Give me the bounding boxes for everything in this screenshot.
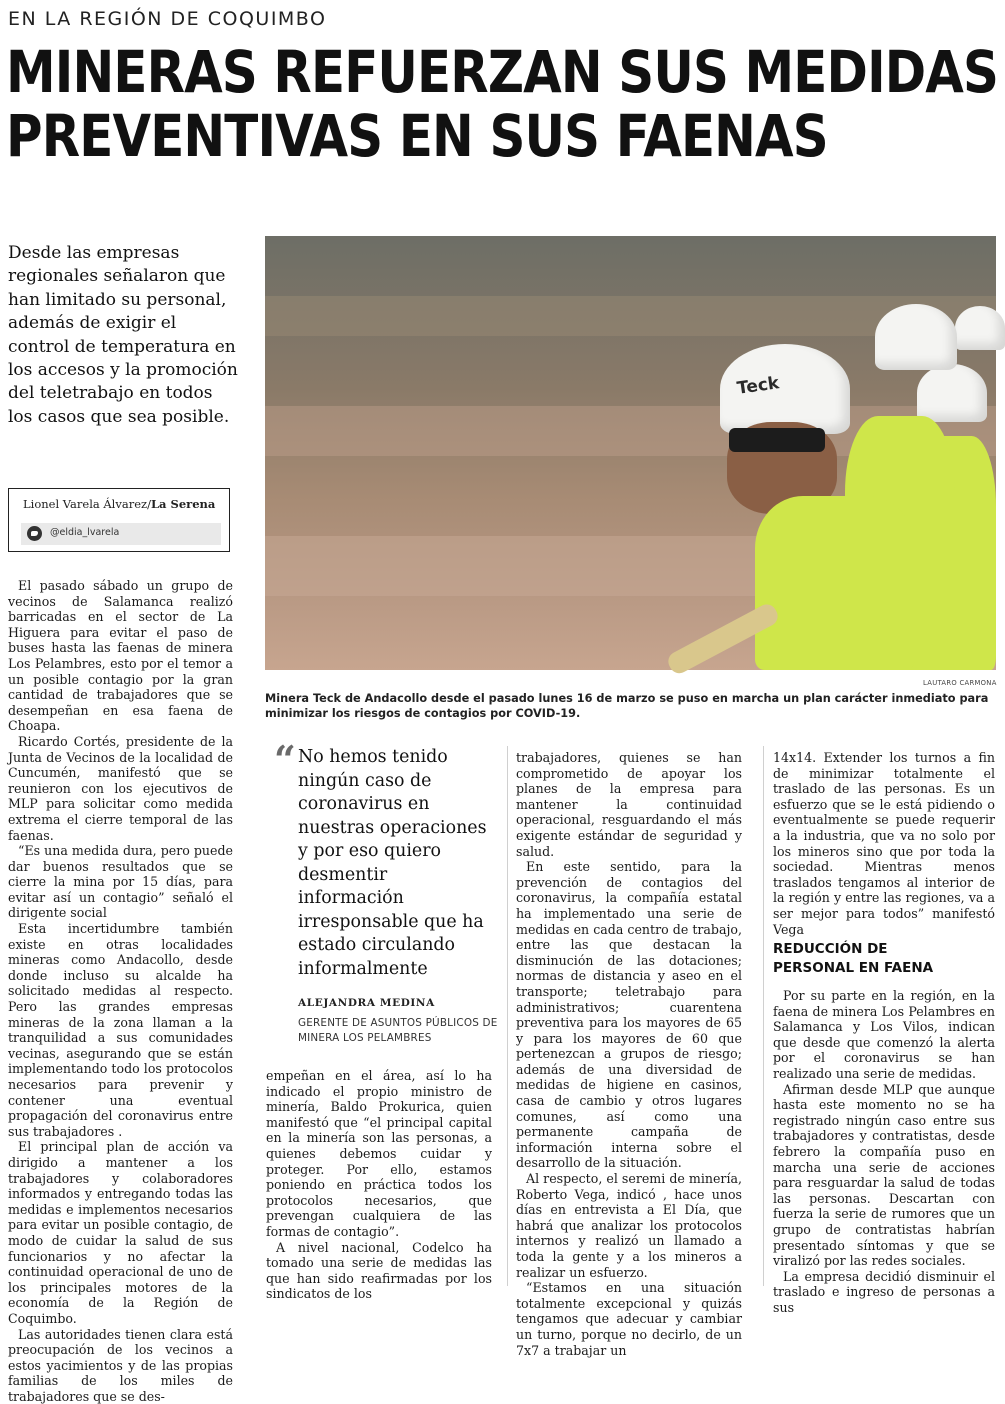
headline-line-1: MINERAS REFUERZAN SUS MEDIDAS (6, 40, 857, 104)
pull-quote-author: ALEJANDRA MEDINA (298, 997, 435, 1009)
column-4-continued (773, 988, 995, 1315)
paragraph: Esta incertidumbre también existe en otras localidades mineras como Andacollo, desde donde incluso su alcalde ha solicitado medidas al respecto. Pero las grandes empresas mineras de la zona llaman a la tranquilidad a sus comunidades vecinas, asegurando que se están implementando todo los protocolos necesarios para prevenir y contener una eventual propagación del coronavirus entre sus trabajadores . (8, 921, 233, 1139)
twitter-bird-icon (27, 526, 42, 541)
byline-author: Lionel Varela Álvarez/ (23, 497, 151, 511)
twitter-handle[interactable]: @eldia_lvarela (50, 527, 119, 538)
column-divider (507, 746, 508, 1286)
photo-credit: LAUTARO CARMONA (923, 679, 997, 687)
paragraph: El principal plan de acción va dirigido a mantener a los trabajadores y colaboradores informados y entregando todas las medidas e implementos necesarios para evitar un posible contagio, de modo de cuidar la salud de sus funcionarios y no afectar la continuidad operacional de uno de los principales motores de la economía de la Región de Coquimbo. (8, 1139, 233, 1326)
deck-summary: Desde las empresas regionales señalaron que han limitado su personal, además de exigir el control de temperatura en los accesos y la promoción del teletrabajo en todos los casos que sea posible. (8, 242, 240, 429)
paragraph: En este sentido, para la prevención de contagios del coronavirus, la compañía estatal ha implementado una serie de medidas en cada centro de trabajo, entre las que destacan la disminución de las dotaciones; normas de distancia y aseo en el transporte; teletrabajo para administrativos; cuarentena preventiva para los mayores de 65 y para los mayores de 60 que pertenezcan a grupos de riesgo; además de una diversidad de medidas de higiene en casinos, casa de cambio y otros lugares comunes, así como una permanente campaña de información interna sobre el desarrollo de la situación. (516, 859, 742, 1171)
pull-quote-text: No hemos tenido ningún caso de coronavirus en nuestras operaciones y por eso quiero desmentir información irresponsable que ha estado circulando informalmente (298, 746, 498, 981)
paragraph: “Es una medida dura, pero puede dar buenos resultados que se cierre la mina por 15 días, para evitar así un contagio” señaló el dirigente social (8, 843, 233, 921)
paragraph: Por su parte en la región, en la faena de minera Los Pelambres en Salamanca y Los Vilos, indican que desde que comenzó la alerta por el coronavirus se han realizado una serie de medidas. (773, 988, 995, 1082)
column-3 (516, 750, 742, 1358)
paragraph: La empresa decidió disminuir el traslado e ingreso de personas a sus (773, 1269, 995, 1316)
twitter-bar[interactable] (21, 523, 221, 545)
subhead (773, 940, 995, 978)
safety-glasses (729, 428, 825, 452)
subhead-line-1: REDUCCIÓN DE (773, 940, 995, 959)
photo-caption: Minera Teck de Andacollo desde el pasado lunes 16 de marzo se puso en marcha un plan carácter inmediato para minimizar los riesgos de contagios por COVID-19. (265, 691, 996, 721)
column-4 (773, 750, 995, 937)
byline (23, 497, 215, 511)
byline-box (8, 488, 230, 552)
headline (6, 40, 857, 168)
teck-logo: Teck (736, 373, 781, 399)
paragraph: Ricardo Cortés, presidente de la Junta de Vecinos de la localidad de Cuncumén, manifestó que se reunieron con los ejecutivos de MLP para solicitar como medida extrema el cierre temporal de las faenas. (8, 734, 233, 843)
section-kicker: EN LA REGIÓN DE COQUIMBO (8, 8, 326, 30)
paragraph: A nivel nacional, Codelco ha tomado una serie de medidas las que han sido reafirmadas por los sindicatos de los (266, 1240, 492, 1302)
hard-hat (875, 304, 957, 370)
column-2 (266, 1068, 492, 1302)
column-divider (763, 746, 764, 1286)
paragraph: empeñan en el área, así lo ha indicado el propio ministro de minería, Baldo Prokurica, quien manifestó que “el principal capital en la minería son las personas, a quienes debemos cuidar y proteger. Por ello, estamos poniendo en práctica todos los protocolos necesarios, que prevengan cualquiera de las formas de contagio”. (266, 1068, 492, 1240)
hard-hat (917, 364, 987, 422)
mine-workers-photo (265, 236, 996, 670)
paragraph: El pasado sábado un grupo de vecinos de Salamanca realizó barricadas en el sector de La Higuera para evitar el paso de buses hasta las faenas de minera Los Pelambres, esto por el temor a un posible contagio por la gran cantidad de trabajadores que se desempeñan en esa faena de Choapa. (8, 578, 233, 734)
column-1 (8, 578, 233, 1404)
quote-mark-icon: “ (274, 740, 296, 780)
hard-hat (955, 306, 1005, 350)
pull-quote-role: GERENTE DE ASUNTOS PÚBLICOS DE MINERA LOS PELAMBRES (298, 1016, 498, 1046)
headline-line-2: PREVENTIVAS EN SUS FAENAS (6, 104, 857, 168)
paragraph: Afirman desde MLP que aunque hasta este momento no se ha registrado ningún caso entre sus trabajadores y contratistas, desde febrero la compañía puso en marcha una serie de acciones para resguardar la salud de todas las personas. Descartan con fuerza la serie de rumores que un grupo de contratistas habrían presentado síntomas y que se viralizó por las redes sociales. (773, 1082, 995, 1269)
paragraph: trabajadores, quienes se han comprometido de apoyar los planes de la empresa para mantener la continuidad operacional, resguardando el más exigente estándar de seguridad y salud. (516, 750, 742, 859)
subhead-line-2: PERSONAL EN FAENA (773, 959, 995, 978)
safety-vest (755, 496, 915, 670)
paragraph: 14x14. Extender los turnos a fin de minimizar totalmente el traslado de las personas. Es un esfuerzo que se le está pidiendo o eventualmente se puede requerir a la industria, que va no solo por los mineros sino que por toda la sociedad. Mientras menos traslados tengamos al interior de la región y entre las regiones, va a ser mejor para todos” manifestó Vega (773, 750, 995, 937)
byline-location: La Serena (151, 497, 215, 511)
paragraph: Las autoridades tienen clara está preocupación de los vecinos a estos yacimientos y de las propias familias de los miles de trabajadores que se des- (8, 1327, 233, 1404)
paragraph: “Estamos en una situación totalmente excepcional y quizás tengamos que adecuar y cambiar un turno, porque no decirlo, de un 7x7 a trabajar un (516, 1280, 742, 1358)
paragraph: Al respecto, el seremi de minería, Roberto Vega, indicó , hace unos días en entrevista a El Día, que habrá que analizar los protocolos internos y realizó un llamado a toda la gente y a los mineros a realizar un esfuerzo. (516, 1171, 742, 1280)
